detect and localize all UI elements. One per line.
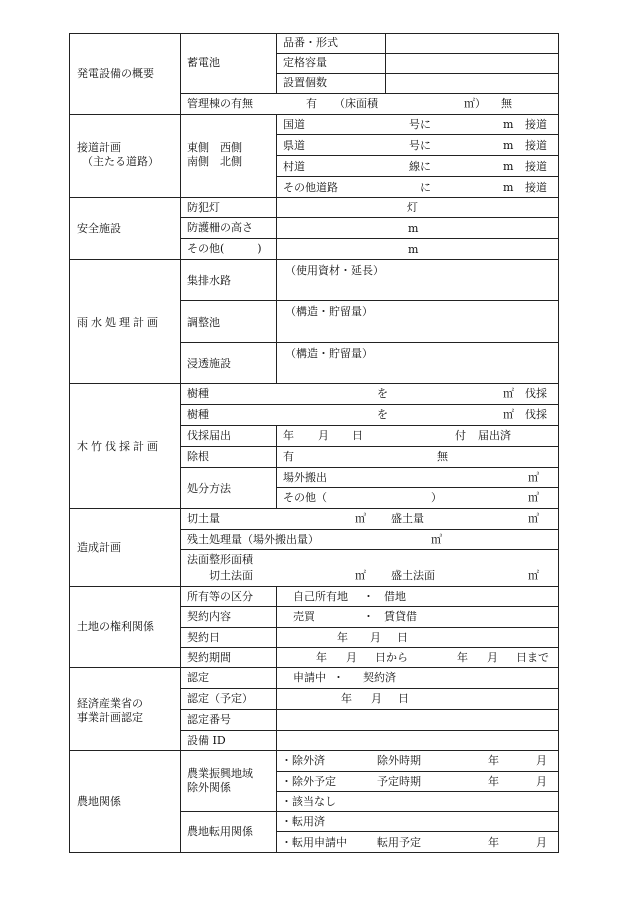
pond-note: （構造・貯留量）: [285, 305, 373, 318]
not-applicable-option[interactable]: ・該当なし: [281, 795, 336, 808]
converted-option[interactable]: ・転用済: [281, 815, 325, 828]
section-label-farmland: 農地関係: [77, 795, 121, 808]
admin-no-option[interactable]: 無: [501, 97, 512, 110]
root-no-option[interactable]: 無: [437, 450, 448, 463]
road-direction-ns[interactable]: 南側 北側: [187, 155, 242, 168]
rule: [276, 176, 559, 177]
rule: [69, 33, 559, 34]
species-unit: ㎡: [503, 408, 514, 421]
road-action: 接道: [525, 181, 547, 194]
rule: [180, 446, 559, 447]
conversion-label: 農地転用関係: [187, 825, 253, 838]
rule: [276, 33, 277, 94]
rule: [69, 197, 559, 198]
floor-area-label: （床面積: [334, 97, 378, 110]
rule: [180, 811, 559, 812]
battery-label: 蓄電池: [187, 56, 220, 69]
disposal-out-label: 場外搬出: [283, 471, 327, 484]
road-suffix: 号に: [409, 139, 431, 152]
separator-dot: ・: [333, 671, 344, 684]
road-type: 村道: [283, 160, 305, 173]
road-unit: m: [503, 160, 514, 173]
rule: [180, 93, 559, 94]
admin-building-label: 管理棟の有無: [187, 97, 253, 110]
notice-day: 日: [352, 429, 363, 442]
contract-date-label: 契約日: [187, 631, 220, 644]
road-type: 県道: [283, 139, 305, 152]
crime-light-unit: 灯: [407, 201, 418, 214]
rule: [276, 197, 277, 259]
planned-month: 月: [536, 775, 547, 788]
conversion-planned-label: 転用予定: [377, 836, 421, 849]
excluded-month: 月: [536, 754, 547, 767]
planned-when-label: 予定時期: [377, 775, 421, 788]
road-suffix: 号に: [409, 118, 431, 131]
cert-month: 月: [371, 692, 382, 705]
floor-area-unit: ㎡）: [464, 97, 486, 110]
contract-year: 年: [337, 631, 348, 644]
species-wo: を: [377, 408, 388, 421]
rule: [69, 259, 559, 260]
fence-height-unit: m: [408, 222, 419, 235]
rule: [69, 383, 559, 384]
period-start-year: 年: [316, 651, 327, 664]
separator-dot: ・: [363, 610, 374, 623]
rule: [276, 134, 559, 135]
species-label: 樹種: [187, 408, 209, 421]
crime-light-label: 防犯灯: [187, 201, 220, 214]
contract-month: 月: [370, 631, 381, 644]
road-unit: m: [503, 139, 514, 152]
section-label-road: 接道計画: [77, 141, 121, 154]
period-end-year: 年: [457, 651, 468, 664]
road-action: 接道: [525, 160, 547, 173]
root-label: 除根: [187, 450, 209, 463]
conversion-year: 年: [488, 836, 499, 849]
contract-label: 契約内容: [187, 610, 231, 623]
rule: [180, 33, 181, 853]
contract-day: 日: [397, 631, 408, 644]
rule: [180, 342, 559, 343]
rule: [385, 33, 386, 94]
conversion-month: 月: [536, 836, 547, 849]
notice-year: 年: [283, 429, 294, 442]
rule: [276, 259, 277, 383]
road-type: 国道: [283, 118, 305, 131]
rule: [180, 467, 559, 468]
logging-notice-label: 伐採届出: [187, 429, 231, 442]
rule: [276, 667, 277, 750]
rule: [180, 404, 559, 405]
rule: [180, 730, 559, 731]
safety-other-unit: m: [408, 243, 419, 256]
rule: [276, 155, 559, 156]
road-type: その他道路: [283, 181, 338, 194]
root-yes-option[interactable]: 有: [283, 450, 294, 463]
model-label: 品番・形式: [283, 36, 338, 49]
period-start-month: 月: [346, 651, 357, 664]
exclusion-label: 農業振興地域: [187, 767, 253, 780]
exclusion-label-sub: 除外関係: [187, 781, 231, 794]
notice-tsuke: 付: [455, 429, 466, 442]
excluded-option[interactable]: ・除外済: [281, 754, 325, 767]
rule: [180, 300, 559, 301]
road-action: 接道: [525, 118, 547, 131]
certification-label: 認定: [187, 671, 209, 684]
road-direction-ew[interactable]: 東側 西側: [187, 141, 242, 154]
rule: [180, 647, 559, 648]
infiltration-label: 浸透施設: [187, 357, 231, 370]
cert-number-label: 認定番号: [187, 713, 231, 726]
drainage-note: （使用資材・延長）: [285, 264, 384, 277]
section-label-meti: 経済産業省の: [77, 697, 143, 710]
disposal-label: 処分方法: [187, 482, 231, 495]
pond-label: 調整池: [187, 316, 220, 329]
notice-done: 届出済: [478, 429, 511, 442]
cert-planned-label: 認定（予定）: [187, 692, 253, 705]
road-action: 接道: [525, 139, 547, 152]
section-label-rainwater: 雨水処理計画: [77, 316, 161, 329]
drainage-label: 集排水路: [187, 274, 231, 287]
rule: [276, 586, 277, 667]
separator-dot: ・: [363, 590, 374, 603]
contracted-option[interactable]: 契約済: [363, 671, 396, 684]
fence-height-label: 防護柵の高さ: [187, 221, 253, 234]
install-count-label: 設置個数: [283, 76, 327, 89]
surplus-soil-label: 残土処理量（場外搬出量）: [187, 533, 319, 546]
rule: [180, 606, 559, 607]
rule: [69, 852, 559, 853]
cert-year: 年: [341, 692, 352, 705]
rule: [180, 688, 559, 689]
rule: [276, 114, 277, 197]
equipment-id-label: 設備 ID: [187, 734, 226, 747]
own-land-option[interactable]: 自己所有地: [293, 590, 348, 603]
species-action: 伐採: [525, 408, 547, 421]
disposal-out-unit: ㎥: [528, 471, 539, 484]
ownership-label: 所有等の区分: [187, 590, 253, 603]
fill-slope-label: 盛土法面: [391, 569, 435, 582]
planned-year: 年: [488, 775, 499, 788]
cut-slope-label: 切土法面: [209, 569, 253, 582]
admin-yes-option[interactable]: 有: [306, 97, 317, 110]
species-unit: ㎡: [503, 387, 514, 400]
sale-option[interactable]: 売買: [293, 610, 315, 623]
rule: [69, 508, 559, 509]
rule: [276, 425, 277, 508]
cut-unit: ㎥: [355, 512, 366, 525]
rule: [69, 750, 559, 751]
lease-option[interactable]: 賃貸借: [384, 610, 417, 623]
cut-label: 切土量: [187, 512, 220, 525]
section-label-safety: 安全施設: [77, 222, 121, 235]
rule: [69, 667, 559, 668]
excluded-year: 年: [488, 754, 499, 767]
rule: [180, 238, 559, 239]
species-label: 樹種: [187, 387, 209, 400]
excluded-when-label: 除外時期: [377, 754, 421, 767]
section-label-generation: 発電設備の概要: [77, 67, 154, 80]
rule: [276, 771, 559, 772]
disposal-other-label: その他（: [283, 491, 327, 504]
road-suffix: 線に: [409, 160, 431, 173]
rated-capacity-label: 定格容量: [283, 56, 327, 69]
rule: [276, 73, 559, 74]
period-start-day: 日から: [375, 651, 408, 664]
section-label-road-sub: （主たる道路）: [82, 155, 159, 168]
road-unit: m: [503, 181, 514, 194]
disposal-other-unit: ㎥: [528, 491, 539, 504]
rule: [276, 750, 277, 852]
road-suffix: に: [420, 181, 431, 194]
rule: [180, 425, 559, 426]
rule: [276, 53, 559, 54]
rule: [180, 529, 559, 530]
borrowed-option[interactable]: 借地: [384, 590, 406, 603]
cert-day: 日: [398, 692, 409, 705]
slope-area-label: 法面整形面積: [187, 553, 253, 566]
rule: [276, 487, 559, 488]
infiltration-note: （構造・貯留量）: [285, 347, 373, 360]
conversion-applying-option[interactable]: ・転用申請中: [281, 836, 347, 849]
fill-slope-unit: ㎡: [528, 569, 539, 582]
rule: [558, 33, 559, 853]
rule: [69, 114, 559, 115]
exclude-planned-option[interactable]: ・除外予定: [281, 775, 336, 788]
section-label-grading: 造成計画: [77, 541, 121, 554]
rule: [180, 709, 559, 710]
fill-unit: ㎥: [528, 512, 539, 525]
applying-option[interactable]: 申請中: [293, 671, 326, 684]
surplus-soil-unit: ㎥: [431, 533, 442, 546]
period-end-month: 月: [487, 651, 498, 664]
species-action: 伐採: [525, 387, 547, 400]
rule: [276, 791, 559, 792]
road-unit: m: [503, 118, 514, 131]
section-label-meti-sub: 事業計画認定: [77, 711, 143, 724]
fill-label: 盛土量: [391, 512, 424, 525]
rule: [69, 33, 70, 853]
rule: [180, 217, 559, 218]
section-label-land: 土地の権利関係: [77, 620, 154, 633]
rule: [180, 627, 559, 628]
period-end-day: 日まで: [516, 651, 549, 664]
rule: [69, 586, 559, 587]
rule: [180, 549, 559, 550]
rule: [276, 831, 559, 832]
cut-slope-unit: ㎡: [355, 569, 366, 582]
section-label-logging: 木竹伐採計画: [77, 440, 161, 453]
disposal-other-close: ）: [431, 491, 442, 504]
contract-period-label: 契約期間: [187, 651, 231, 664]
notice-month: 月: [318, 429, 329, 442]
species-wo: を: [377, 387, 388, 400]
safety-other-label: その他( ): [187, 242, 262, 255]
